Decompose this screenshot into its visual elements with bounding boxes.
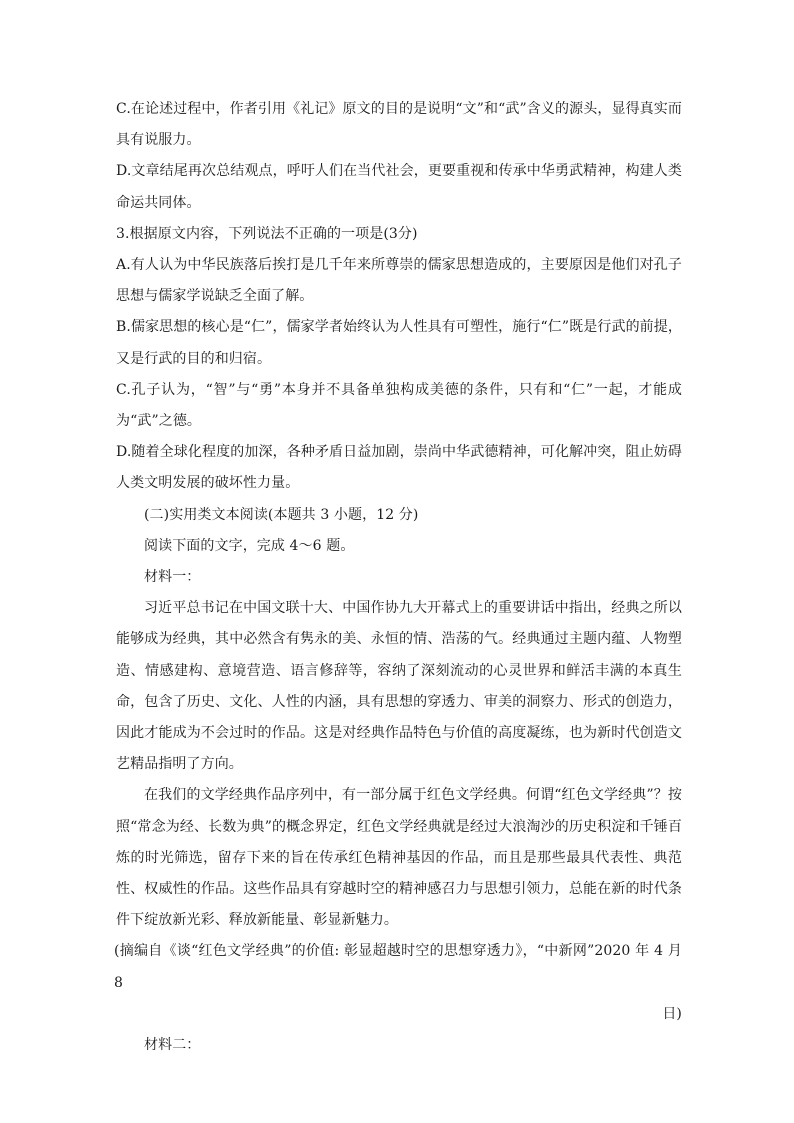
- material-2-label: 材料二：: [144, 1037, 201, 1054]
- question-3-option-c: C.孔子认为，“智”与“勇”本身并不具备单独构成美德的条件，只有和“仁”一起，才能成为“武”之德。: [116, 381, 682, 430]
- option-c: C.在论述过程中，作者引用《礼记》原文的目的是说明“文”和“武”含义的源头，显得真实而具有说服力。: [116, 101, 682, 149]
- document-body: [116, 94, 682, 1061]
- material-1-paragraph-1: 习近平总书记在中国文联十大、中国作协九大开幕式上的重要讲话中指出，经典之所以能够成为经典，其中必然含有隽永的美、永恒的情、浩荡的气。经典通过主题内蕴、人物塑造、情感建构、意境营造、语言修辞等，容纳了深刻流动的心灵世界和鲜活丰满的本真生命，包含了历史、文化、人性的内涵，具有思想的穿透力、审美的洞察力、形式的创造力，因此才能成为不会过时的作品。这是对经典作品特色与价值的高度凝练，也为新时代创造文艺精品指明了方向。: [116, 600, 682, 773]
- question-3-option-b: B.儒家思想的核心是“仁”，儒家学者始终认为人性具有可塑性，施行“仁”既是行武的前提，又是行武的目的和归宿。: [116, 319, 682, 367]
- section-heading: (二)实用类文本阅读(本题共 3 小题，12 分): [144, 506, 419, 523]
- question-3-stem: 3.根据原文内容，下列说法不正确的一项是(3分): [116, 225, 418, 242]
- material-1-source: (摘编自《谈“红色文学经典”的价值: 彰显超越时空的思想穿透力》，“中新网”2020 年 4 月 8: [114, 943, 682, 991]
- question-3-option-a: A.有人认为中华民族落后挨打是几千年来所尊崇的儒家思想造成的，主要原因是他们对孔子思想与儒家学说缺乏全面了解。: [116, 257, 682, 305]
- question-3: [116, 219, 682, 500]
- material-1-label: 材料一：: [144, 569, 201, 586]
- question-3-option-d: D.随着全球化程度的加深，各种矛盾日益加剧，崇尚中华武德精神，可化解冲突，阻止妨碍人类文明发展的破坏性力量。: [116, 444, 682, 492]
- section-instruction: 阅读下面的文字，完成 4～6 题。: [144, 537, 355, 554]
- material-1-source-end: 日): [662, 1005, 682, 1022]
- question-2-options-continued: [116, 94, 682, 219]
- section-2: [116, 500, 682, 1062]
- option-d: D.文章结尾再次总结观点，呼吁人们在当代社会，更要重视和传承中华勇武精神，构建人类命运共同体。: [116, 163, 682, 211]
- material-1-paragraph-2: 在我们的文学经典作品序列中，有一部分属于红色文学经典。何谓“红色文学经典”？按照“常念为经、长数为典”的概念界定，红色文学经典就是经过大浪淘沙的历史积淀和千锤百炼的时光筛选，留存下来的旨在传承红色精神基因的作品，而且是那些最具代表性、典范性、权威性的作品。这些作品具有穿越时空的精神感召力与思想引领力，总能在新的时代条件下绽放新光彩、释放新能量、彰显新魅力。: [116, 787, 682, 929]
